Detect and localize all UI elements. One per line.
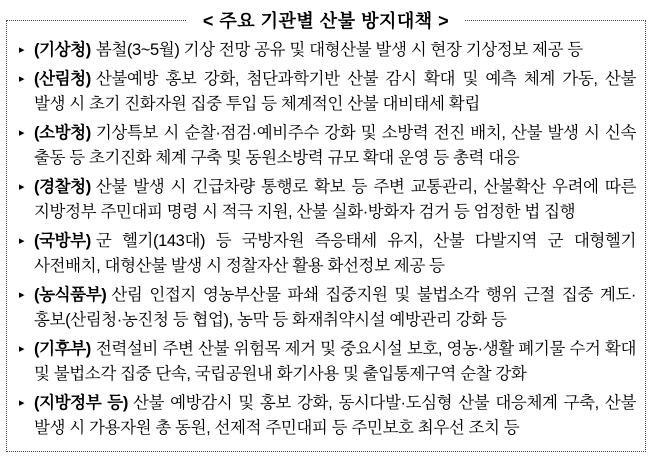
item-text — [34, 67, 636, 118]
bullet-icon: ▸ — [19, 234, 25, 247]
list-item — [17, 121, 636, 172]
item-text — [34, 38, 636, 64]
bullet-icon: ▸ — [19, 126, 25, 139]
item-body: 산림 인접지 영농부산물 파쇄 집중지원 및 불법소각 행위 근절 집중 계도·홍보(산림청·농진청 등 협업), 농막 등 화재취약시설 예방관리 강화 등 — [34, 285, 636, 329]
agency-name: (기후부) — [34, 339, 91, 358]
agency-name: (국방부) — [34, 231, 91, 250]
bullet-icon: ▸ — [19, 180, 25, 193]
measures-box — [6, 11, 646, 452]
agency-name: (기상청) — [34, 41, 91, 59]
item-body: 전력설비 주변 산불 위험목 제거 및 중요시설 보호, 영농·생활 폐기물 수거 확대 및 불법소각 집중 단속, 국립공원내 화기사용 및 출입통제구역 순찰 강화 — [34, 339, 636, 383]
list-item — [17, 391, 636, 442]
item-text — [34, 283, 636, 334]
list-item — [17, 283, 636, 334]
list-item — [17, 229, 636, 280]
item-body: 군 헬기(143대) 등 국방자원 즉응태세 유지, 산불 다발지역 군 대형헬기 사전배치, 대형산불 발생 시 정찰자산 활용 화선정보 제공 등 — [34, 231, 636, 275]
bullet-icon: ▸ — [19, 396, 25, 409]
agency-name: (농식품부) — [34, 285, 107, 304]
item-body: 기상특보 시 순찰·점검·예비주수 강화 및 소방력 전진 배치, 산불 발생 시 신속 출동 등 초기진화 체계 구축 및 동원소방력 규모 확대 운영 등 총력 대응 — [34, 123, 636, 167]
list-item — [17, 175, 636, 226]
item-text — [34, 229, 636, 280]
list-item — [17, 337, 636, 388]
bullet-icon: ▸ — [19, 342, 25, 355]
bullet-icon: ▸ — [19, 288, 25, 301]
item-body: 산불예방 홍보 강화, 첨단과학기반 산불 감시 확대 및 예측 체계 가동, 산불 발생 시 초기 진화자원 집중 투입 등 체계적인 산불 대비태세 확립 — [34, 69, 636, 113]
agency-name: (산림청) — [34, 69, 91, 88]
page-title: < 주요 기관별 산불 방지대책 > — [187, 7, 465, 33]
list-item — [17, 38, 636, 64]
item-text — [34, 175, 636, 226]
agency-name: (소방청) — [34, 123, 91, 142]
item-text — [34, 121, 636, 172]
bullet-icon: ▸ — [19, 72, 25, 85]
bullet-icon: ▸ — [19, 44, 25, 56]
item-text — [34, 337, 636, 388]
item-body: 산불 예방감시 및 홍보 강화, 동시다발·도심형 산불 대응체계 구축, 산불 발생 시 가용자원 총 동원, 선제적 주민대피 등 주민보호 최우선 조치 등 — [34, 393, 636, 437]
agency-name: (지방정부 등) — [34, 393, 128, 412]
item-text — [34, 391, 636, 442]
item-body: 봄철(3~5월) 기상 전망 공유 및 대형산불 발생 시 현장 기상정보 제공 등 — [95, 41, 583, 59]
item-body: 산불 발생 시 긴급차량 통행로 확보 등 주변 교통관리, 산불확산 우려에 따른 지방정부 주민대피 명령 시 적극 지원, 산불 실화·방화자 검거 등 엄정한 법 집행 — [34, 177, 636, 221]
list-item — [17, 67, 636, 118]
agency-name: (경찰청) — [34, 177, 91, 196]
